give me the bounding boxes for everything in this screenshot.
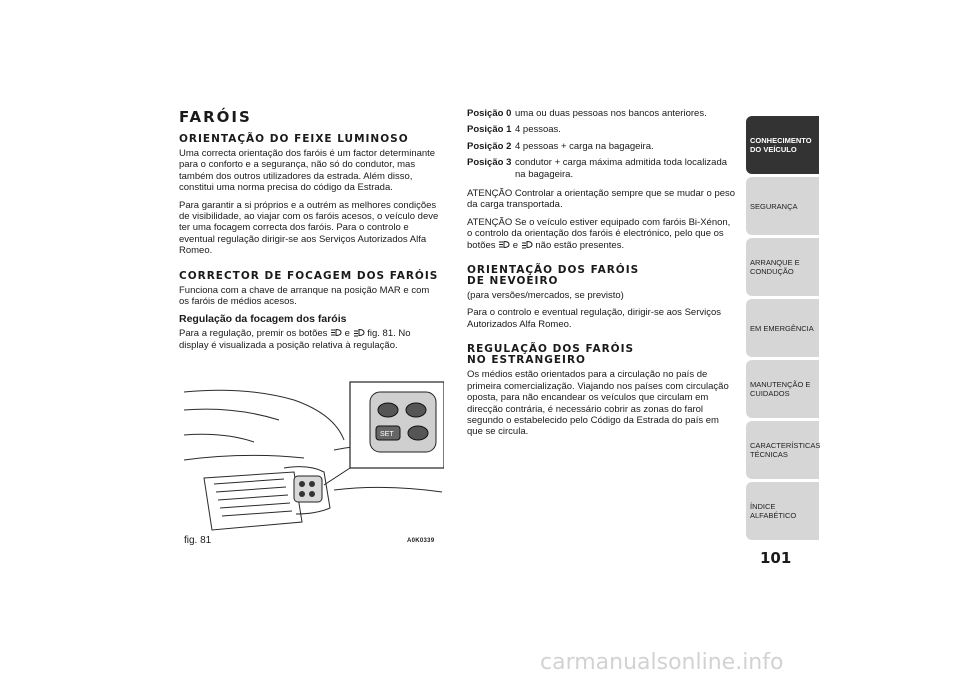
left-column <box>179 108 441 357</box>
page-title: FARÓIS <box>179 108 252 126</box>
position-text: 4 pessoas + carga na bagageira. <box>515 140 654 152</box>
attention-paragraph-xenon <box>467 217 737 251</box>
tab-starting-driving[interactable]: ARRANQUE E CONDUÇÃO <box>746 238 819 296</box>
paragraph: Para o controlo e eventual regulação, dirigir-se aos Serviços Autorizados Alfa Romeo. <box>467 307 721 330</box>
paragraph: Para garantir a si próprios e a outrém as melhores condições de visibilidade, ao viajar com os faróis acesos, o veículo deve ter uma focagem correcta dos faróis. Para o controlo e eventual regulação dirigir-se aos Serviços Autorizados Alfa Romeo. <box>179 199 439 257</box>
headlight-up-icon <box>498 240 510 249</box>
position-row <box>467 157 737 180</box>
watermark: carmanualsonline.info <box>540 650 784 675</box>
section-title-abroad <box>467 344 737 366</box>
section-title-fog-lights <box>467 265 737 287</box>
title-line: DE NEVOEIRO <box>467 275 559 288</box>
position-label: Posição 0 <box>467 108 512 119</box>
text-run: ATENÇÃO Se o veículo estiver equipado com faróis Bi-Xénon, o controlo da orientação dos faróis é electrónico, pelo que os botões <box>467 216 731 251</box>
right-column <box>467 108 737 444</box>
section-title-beam-orientation: ORIENTAÇÃO DO FEIXE LUMINOSO <box>179 133 409 145</box>
position-row <box>467 141 737 152</box>
tab-maintenance[interactable]: MANUTENÇÃO E CUIDADOS <box>746 360 819 418</box>
section-title-focus-corrector: CORRECTOR DE FOCAGEM DOS FARÓIS <box>179 269 439 282</box>
tab-emergency[interactable]: EM EMERGÊNCIA <box>746 299 819 357</box>
position-text: condutor + carga máxima admitida toda localizada na bagageira. <box>515 157 728 180</box>
paragraph: Uma correcta orientação dos faróis é um factor determinante para o conforto e a segurança, não só do condutor, mas também dos outros utilizadores da estrada. Além disso, constitui uma norma precisa do código da Estrada. <box>179 148 436 194</box>
subtitle-versions: (para versões/mercados, se previsto) <box>467 290 624 302</box>
subsection-title-focus-adjustment: Regulação da focagem dos faróis <box>179 313 347 326</box>
paragraph: Funciona com a chave de arranque na posição MAR e com os faróis de médios acesos. <box>179 284 430 308</box>
position-row <box>467 108 737 119</box>
title-line: NO ESTRANGEIRO <box>467 354 586 367</box>
tab-alphabetical-index[interactable]: ÍNDICE ALFABÉTICO <box>746 482 819 540</box>
text-run: Para a regulação, premir os botões <box>179 328 331 340</box>
paragraph: Os médios estão orientados para a circulação no país de primeira comercialização. Viajando nos países com circulação oposta, para não encandear os veículos que circulam em direcção contrária, é necessário cobrir as zonas do farol segundo o estabelecido pelo Código da Estrada do país em que se circula. <box>467 369 729 438</box>
tab-safety[interactable]: SEGURANÇA <box>746 177 819 235</box>
text-run: fig. 81. No display é visualizada a posição relativa à regulação. <box>179 328 411 351</box>
figure-code: A0K0339 <box>407 538 435 544</box>
position-label: Posição 2 <box>467 140 512 152</box>
text-run: não estão presentes. <box>532 239 625 251</box>
attention-paragraph: ATENÇÃO Controlar a orientação sempre que se mudar o peso da carga transportada. <box>467 188 736 211</box>
title-line: ORIENTAÇÃO DOS FARÓIS <box>467 264 640 277</box>
position-text: 4 pessoas. <box>515 124 561 136</box>
title-line: REGULAÇÃO DOS FARÓIS <box>467 343 635 356</box>
position-label: Posição 1 <box>467 124 512 136</box>
figure-81-illustration <box>184 380 444 535</box>
position-text: uma ou duas pessoas nos bancos anteriores. <box>515 108 707 119</box>
headlight-down-icon <box>521 240 533 249</box>
figure-caption: fig. 81 <box>184 535 212 546</box>
headlight-up-icon <box>330 328 342 337</box>
tab-technical-specs[interactable]: CARACTERÍSTICAS TÉCNICAS <box>746 421 819 479</box>
set-button-label: SET <box>380 431 394 438</box>
page-number: 101 <box>760 549 792 567</box>
text-run: e <box>342 328 353 340</box>
position-label: Posição 3 <box>467 157 512 169</box>
chapter-tabs <box>746 116 819 543</box>
text-run: e <box>510 239 521 251</box>
headlight-down-icon <box>353 328 365 337</box>
position-row <box>467 124 737 135</box>
tab-vehicle-knowledge[interactable]: CONHECIMENTO DO VEÍCULO <box>746 116 819 174</box>
paragraph-adjustment <box>179 328 441 351</box>
